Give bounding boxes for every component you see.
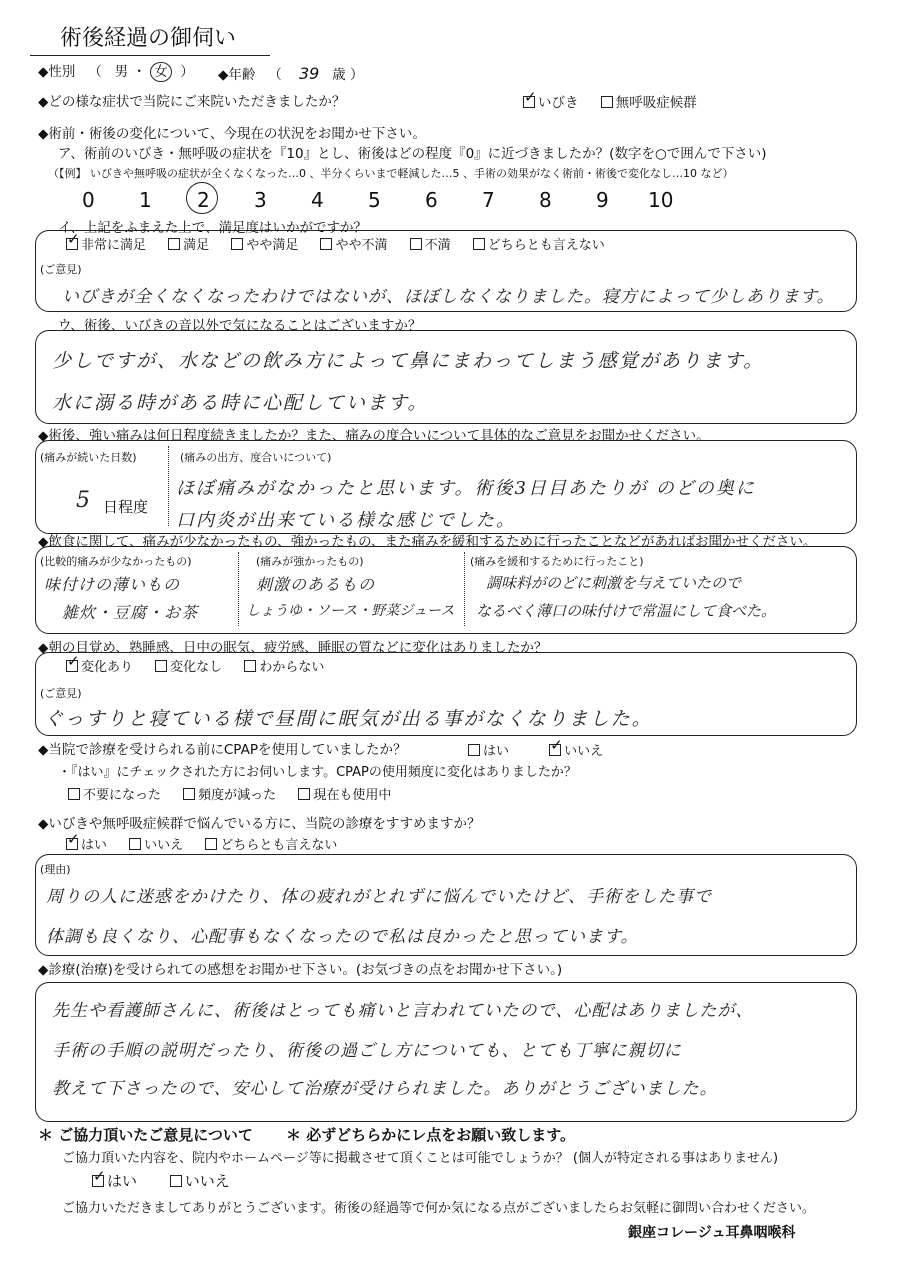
checkbox-icon[interactable] [183,788,195,800]
opt-somewhat-satisfied[interactable]: やや満足 [231,238,298,253]
checkbox-icon[interactable] [168,238,180,250]
footer-thanks: ご協力いただきましてありがとうございます。術後の経過等で何か気になる点がございましたらお気軽に御問い合わせください。 [62,1201,815,1216]
checkbox-icon[interactable] [473,238,485,250]
reason-line-2[interactable]: 体調も良くなり、心配事もなくなったので私は良かったと思っています。 [46,927,639,947]
impression-line-1[interactable]: 先生や看護師さんに、術後はとっても痛いと言われていたので、心配はありましたが、 [52,1001,754,1021]
scale-9[interactable]: 9 [596,188,609,212]
checkbox-checked-icon[interactable] [66,238,78,250]
publish-yes[interactable]: ✓はい [92,1172,137,1190]
food-col3-line-2[interactable]: なるべく薄口の味付けで常温にして食べた。 [476,602,777,620]
age-label: ◆年齢 [218,67,256,83]
cpap-reduced[interactable]: 頻度が減った [183,788,276,803]
age-close: ） [349,67,364,83]
checkbox-icon[interactable] [244,660,256,672]
symptom-snoring[interactable]: ✓ いびき [523,95,579,111]
q-u: ウ、術後、いびきの音以外で気になることはございますか？ [58,318,422,334]
opt-unchanged[interactable]: 変化なし [155,660,222,675]
impression-line-3[interactable]: 教えて下さったので、安心して治療が受けられました。ありがとうございました。 [52,1079,718,1099]
checkbox-checked-icon[interactable] [66,838,78,850]
concern-line-1[interactable]: 少しですが、水などの飲み方によって鼻にまわってしまう感覚があります。 [52,350,765,372]
food-divider-2 [464,552,465,626]
recommend-options [66,838,355,852]
concern-line-2[interactable]: 水に溺る時がある時に心配しています。 [52,392,429,414]
cpap-sub: ・『はい』にチェックされた方にお伺いします。CPAPの使用頻度に変化はありましたか？ [58,765,577,780]
symptom-options [523,96,715,111]
opt-somewhat-dissatisfied[interactable]: やや不満 [320,238,387,253]
scale-2[interactable]: 2 [197,188,210,212]
food-divider-1 [238,552,239,626]
cpap-options [468,744,621,758]
food-col3-label: (痛みを緩和するために行ったこと) [470,555,644,568]
checkbox-icon[interactable] [155,660,167,672]
q-food: ◆飲食に関して、痛みが少なかったもの、強かったもの、また痛みを緩和するために行ったことなどがあればお聞かせください。 [38,534,817,550]
checkbox-icon[interactable] [298,788,310,800]
food-col3-line-1[interactable]: 調味料がのどに刺激を与えていたので [486,574,742,592]
scale-5[interactable]: 5 [368,188,381,212]
gender-open: （ [88,64,102,80]
age-open: （ [268,67,282,83]
food-col1-label: (比較的痛みが少なかったもの) [40,555,192,568]
food-col1-line-2[interactable]: 雑炊・豆腐・お茶 [62,603,199,622]
cpap-unnecessary[interactable]: 不要になった [68,788,161,803]
gender-male[interactable]: 男 [114,64,129,80]
opt-satisfied[interactable]: 満足 [168,238,209,253]
food-col2-line-2[interactable]: しょうゆ・ソース・野菜ジュース [246,603,455,619]
food-col2-label: (痛みが強かったもの) [256,555,364,568]
checkbox-icon[interactable] [468,744,480,756]
checkbox-icon[interactable] [320,238,332,250]
checkbox-icon[interactable] [410,238,422,250]
q-symptom: ◆どの様な症状で当院にご来院いただきましたか？ [38,94,346,110]
checkbox-checked-icon[interactable] [66,660,78,672]
opt-neither[interactable]: どちらとも言えない [473,238,605,253]
food-col1-line-1[interactable]: 味付けの薄いもの [44,575,181,594]
checkbox-icon[interactable] [170,1175,182,1187]
q-cpap: ◆当院で診療を受けられる前にCPAPを使用していましたか？ [38,742,407,758]
cpap-no[interactable]: ✓ いいえ [549,744,603,759]
checkbox-icon[interactable] [129,838,141,850]
impression-line-2[interactable]: 手術の手順の説明だったり、術後の過ごし方についても、とても丁寧に親切に [52,1041,682,1061]
checkbox-checked-icon[interactable] [92,1175,104,1187]
checkbox-checked-icon[interactable] [523,96,535,108]
checkbox-icon[interactable] [231,238,243,250]
cpap-sub-options [68,788,409,802]
q-pain: ◆術後、強い痛みは何日程度続きましたか？また、痛みの度合いについて具体的なご意見をお聞かせください。 [38,428,710,444]
cpap-still-using[interactable]: 現在も使用中 [298,788,391,803]
reason-label: (理由) [40,863,71,876]
scale-1[interactable]: 1 [139,188,152,212]
pain-detail-line-1[interactable]: ほぼ痛みがなかったと思います。術後3日目あたりが のどの奥に [176,478,756,499]
footer-note-1: ＊ ご協力頂いたご意見について [38,1126,253,1144]
opt-very-satisfied[interactable]: ✓非常に満足 [66,238,146,253]
opt-dissatisfied[interactable]: 不満 [410,238,451,253]
checkbox-icon[interactable] [205,838,217,850]
scale-7[interactable]: 7 [482,188,495,212]
scale-3[interactable]: 3 [254,188,267,212]
q-i: イ、上記をふまえた上で、満足度はいかがですか？ [58,220,368,236]
scale-4[interactable]: 4 [311,188,324,212]
checkbox-icon[interactable] [68,788,80,800]
satisfaction-options [66,238,623,252]
gender-close: ） [180,64,194,80]
sleep-options [66,660,342,674]
title-underline [30,55,270,56]
age-unit: 歳 [332,67,346,83]
scale-8[interactable]: 8 [539,188,552,212]
gender-row [38,66,194,80]
footer-options [92,1174,248,1189]
sleep-comment-label: (ご意見) [40,687,82,700]
age-row [218,66,363,83]
page-title: 術後経過の御伺い [60,26,237,51]
recommend-no[interactable]: いいえ [129,838,183,853]
footer-permission: ご協力頂いた内容を、院内やホームページ等に掲載させて頂くことは可能でしょうか？ (個人が特定される事はありません) [62,1151,779,1166]
gender-sep: ・ [132,64,146,80]
scale-0[interactable]: 0 [82,188,95,212]
footer-note-2: ＊ 必ずどちらかにレ点をお願い致します。 [286,1126,576,1144]
q-sleep: ◆朝の目覚め、熟睡感、日中の眠気、疲労感、睡眠の質などに変化はありましたか？ [38,640,548,656]
comment-label: (ご意見) [40,263,82,276]
pain-detail-label: (痛みの出方、度合いについて) [180,451,332,464]
q-change: ◆術前・術後の変化について、今現在の状況をお聞かせ下さい。 [38,126,426,142]
pain-days-value[interactable]: 5 [76,488,92,513]
pain-days-label: (痛みが続いた日数) [40,451,137,464]
opt-changed[interactable]: ✓変化あり [66,660,133,675]
publish-no[interactable]: いいえ [170,1172,230,1190]
pain-days-unit: 日程度 [103,498,149,516]
checkbox-icon[interactable] [601,96,613,108]
checkbox-checked-icon[interactable] [549,744,561,756]
reason-line-1[interactable]: 周りの人に迷惑をかけたり、体の疲れがとれずに悩んでいたけど、手術をした事で [46,887,712,907]
selected-circle-icon [186,182,218,214]
age-value[interactable]: 39 [298,64,320,83]
satisfaction-comment[interactable]: いびきが全くなくなったわけではないが、ほぼしなくなりました。寝方によって少しあります。 [62,287,835,307]
food-col2-line-1[interactable]: 刺激のあるもの [256,575,376,594]
clinic-name: 銀座コレージュ耳鼻咽喉科 [628,1225,796,1241]
symptom-apnea[interactable]: 無呼吸症候群 [601,95,697,111]
scale-6[interactable]: 6 [425,188,438,212]
q-a-example: （【例】 いびきや無呼吸の症状が全くなくなった…0 、半分くらいまで軽減した…5 、手術の効果がなく術前・術後で変化なし…10 など） [48,167,734,180]
pain-divider [168,446,169,526]
q-a: ア、術前のいびき・無呼吸の症状を『10』とし、術後はどの程度『0』に近づきましたか？(数字を○で囲んで下さい) [58,146,767,162]
pain-detail-line-2[interactable]: 口内炎が出来ている様な感じでした。 [176,510,516,531]
recommend-neither[interactable]: どちらとも言えない [205,838,337,853]
recommend-yes[interactable]: ✓はい [66,838,107,853]
cpap-yes[interactable]: はい [468,744,509,759]
q-impression: ◆診療(治療)を受けられての感想をお聞かせ下さい。(お気づきの点をお聞かせ下さい。) [38,962,563,978]
q-recommend: ◆いびきや無呼吸症候群で悩んでいる方に、当院の診療をすすめますか？ [38,816,481,832]
gender-female[interactable]: 女 [150,62,172,82]
gender-label: ◆性別 [38,64,76,80]
scale-10[interactable]: 10 [648,188,674,212]
sleep-comment[interactable]: ぐっすりと寝ている様で昼間に眠気が出る事がなくなりました。 [44,708,653,730]
opt-unknown[interactable]: わからない [244,660,324,675]
